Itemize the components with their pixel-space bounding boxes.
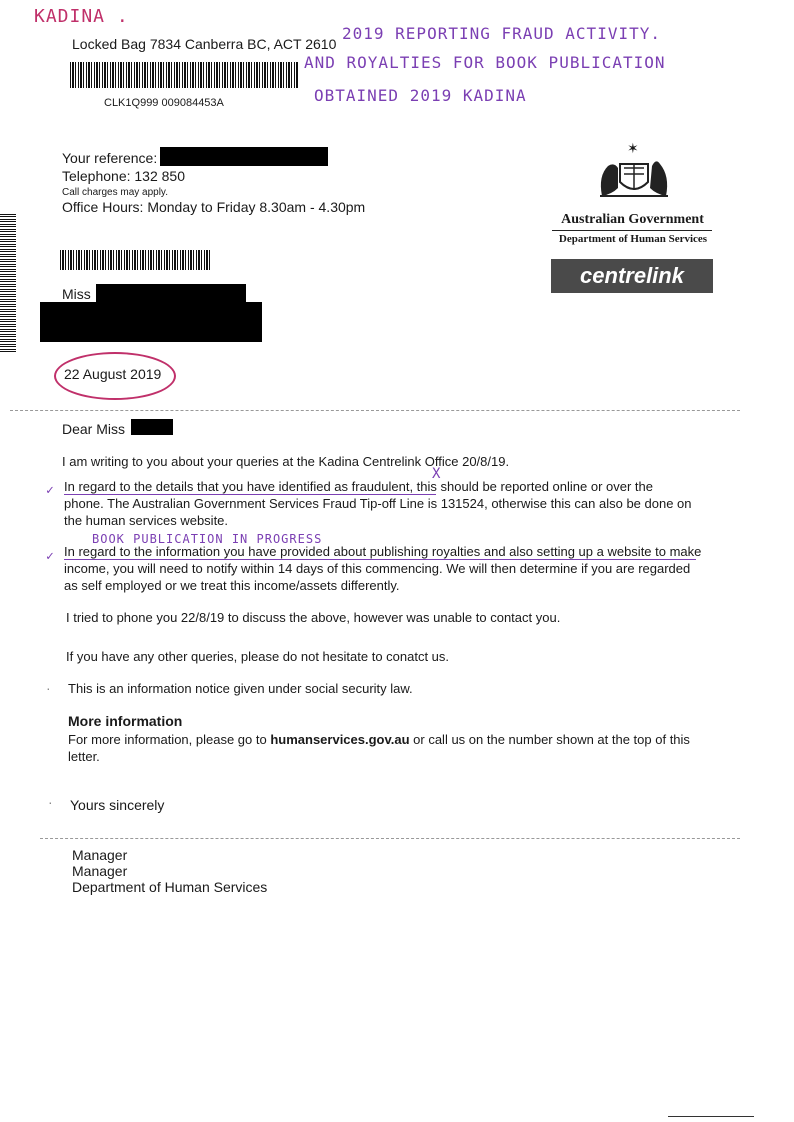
sender-address: Locked Bag 7834 Canberra BC, ACT 2610 bbox=[72, 36, 337, 52]
barcode-code: CLK1Q999 009084453A bbox=[104, 97, 224, 109]
office-hours: Office Hours: Monday to Friday 8.30am - 4.30pm bbox=[62, 199, 366, 215]
redaction-reference bbox=[160, 147, 328, 166]
redaction-address bbox=[40, 302, 262, 342]
underline-fraud bbox=[64, 494, 436, 495]
telephone: Telephone: 132 850 bbox=[62, 168, 185, 184]
letter-date: 22 August 2019 bbox=[64, 366, 162, 382]
paragraph-3: In regard to the information you have provided about publishing royalties and also setting up a website to make income, you will need to notify within 14 days of this commencing. We will then determine if you are regarded as self employed or we treat this income/assets differently. bbox=[64, 544, 702, 593]
reference-label: Your reference: bbox=[62, 150, 158, 166]
crest-star-icon: ✶ bbox=[627, 140, 639, 156]
redaction-name bbox=[96, 284, 246, 302]
redaction-greeting-name bbox=[131, 419, 173, 435]
recipient-title: Miss bbox=[62, 286, 91, 302]
signatory-title: Manager bbox=[72, 863, 128, 879]
handwritten-x-mark: X bbox=[432, 466, 442, 482]
paragraph-6: This is an information notice given under social security law. bbox=[68, 681, 413, 696]
scan-artifact-bottom bbox=[668, 1116, 754, 1117]
more-info-text bbox=[68, 731, 698, 765]
scan-artifact-line-2 bbox=[40, 838, 740, 839]
paragraph-2: In regard to the details that you have identified as fraudulent, this should be reported online or over the phone. The Australian Government Services Fraud Tip-off Line is 131524, otherwise this can also be done on the human services website. bbox=[64, 479, 692, 528]
side-scan-barcode bbox=[0, 214, 16, 354]
signatory-name: Manager bbox=[72, 847, 128, 863]
paragraph-4: I tried to phone you 22/8/19 to discuss the above, however was unable to contact you. bbox=[66, 610, 561, 625]
postal-barcode bbox=[70, 62, 298, 88]
more-info-text-before: For more information, please go to bbox=[68, 732, 271, 747]
sign-off: Yours sincerely bbox=[70, 797, 165, 813]
scan-mark-2: · bbox=[48, 794, 53, 810]
handwritten-check-1: ✓ bbox=[46, 483, 55, 498]
greeting: Dear Miss bbox=[62, 421, 126, 437]
signatory-department: Department of Human Services bbox=[72, 879, 268, 895]
scan-mark-1: · bbox=[46, 680, 51, 696]
handwritten-note-line3: OBTAINED 2019 KADINA bbox=[314, 86, 527, 105]
handwritten-note-line2: AND ROYALTIES FOR BOOK PUBLICATION bbox=[304, 53, 666, 72]
handwritten-check-2: ✓ bbox=[46, 549, 55, 564]
coat-of-arms-icon bbox=[594, 140, 674, 202]
handwritten-book-note: BOOK PUBLICATION IN PROGRESS bbox=[92, 532, 323, 546]
centrelink-logo: centrelink bbox=[551, 259, 713, 293]
recipient-barcode bbox=[60, 250, 210, 270]
underline-royalties bbox=[64, 559, 696, 560]
logo-divider bbox=[552, 230, 712, 231]
more-info-heading: More information bbox=[68, 713, 183, 729]
logo-government: Australian Government bbox=[561, 212, 704, 227]
scan-artifact-line bbox=[10, 410, 740, 411]
paragraph-1: I am writing to you about your queries at the Kadina Centrelink Office 20/8/19. bbox=[62, 454, 510, 469]
logo-department: Department of Human Services bbox=[558, 233, 708, 245]
paragraph-5: If you have any other queries, please do not hesitate to conatct us. bbox=[66, 649, 450, 664]
handwritten-note-line1: 2019 REPORTING FRAUD ACTIVITY. bbox=[342, 24, 661, 43]
handwritten-kadina: KADINA . bbox=[34, 6, 129, 27]
call-charges-note: Call charges may apply. bbox=[62, 187, 168, 198]
more-info-text-after: or call us on the number shown at the top of this letter. bbox=[68, 732, 690, 764]
humanservices-link[interactable]: humanservices.gov.au bbox=[270, 732, 410, 747]
